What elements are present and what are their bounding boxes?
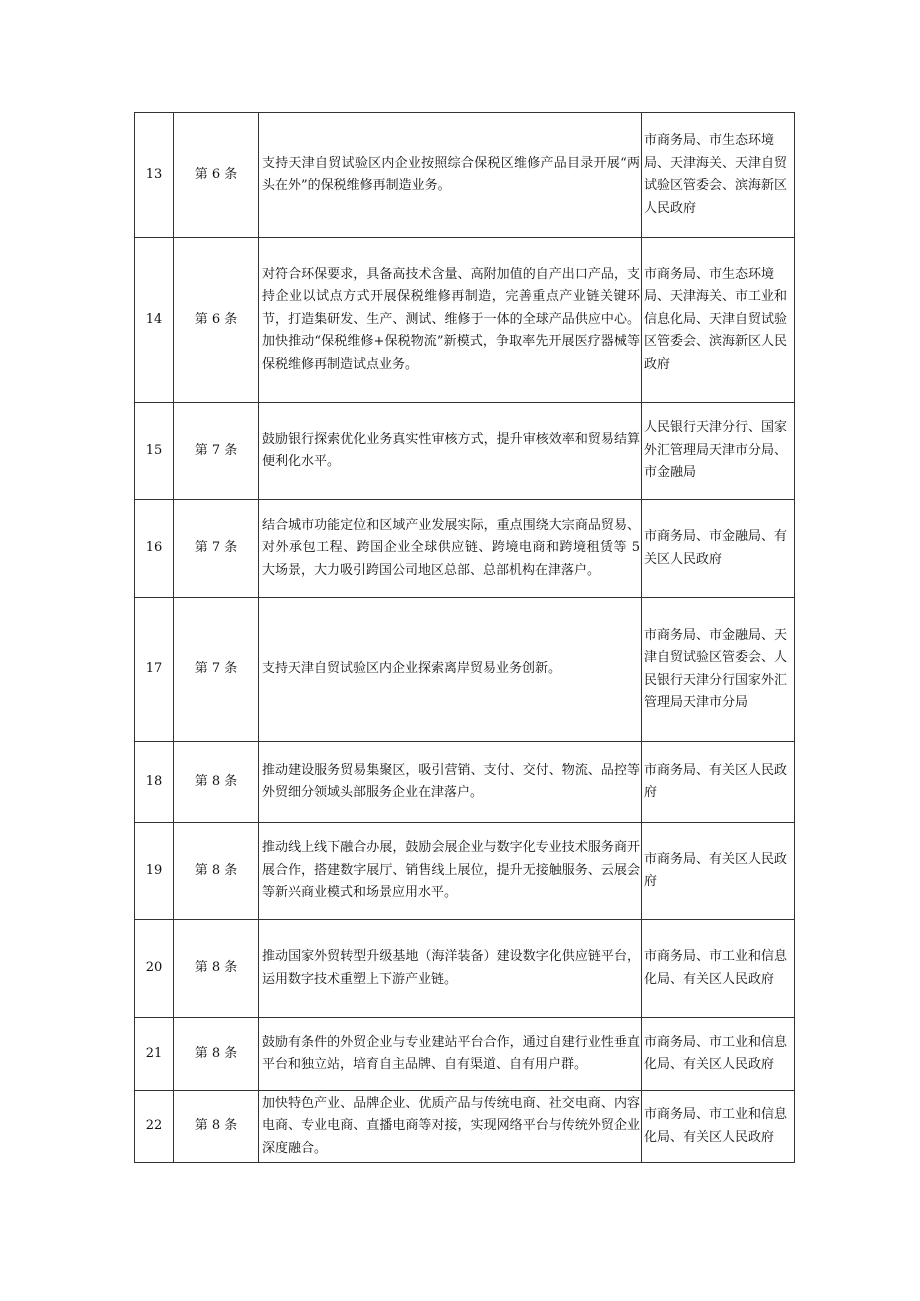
- policy-table: [134, 112, 795, 1163]
- article-ref: 第 7 条: [174, 500, 259, 598]
- table-row: [135, 238, 795, 403]
- row-number: 20: [135, 920, 174, 1018]
- measure-content: 推动线上线下融合办展，鼓励会展企业与数字化专业技术服务商开展合作，搭建数字展厅、销售线上展位，提升无接触服务、云展会等新兴商业模式和场景应用水平。: [259, 823, 642, 920]
- row-number: 16: [135, 500, 174, 598]
- measure-content: 推动国家外贸转型升级基地（海洋装备）建设数字化供应链平台，运用数字技术重塑上下游产业链。: [259, 920, 642, 1018]
- table-row: [135, 742, 795, 823]
- row-number: 15: [135, 403, 174, 500]
- measure-content: 鼓励有条件的外贸企业与专业建站平台合作，通过自建行业性垂直平台和独立站，培育自主品牌、自有渠道、自有用户群。: [259, 1018, 642, 1091]
- article-ref: 第 8 条: [174, 1018, 259, 1091]
- responsible-departments: 市商务局、市工业和信息化局、有关区人民政府: [642, 1018, 795, 1091]
- responsible-departments: 市商务局、市生态环境局、天津海关、天津自贸试验区管委会、滨海新区人民政府: [642, 113, 795, 238]
- table-row: [135, 403, 795, 500]
- measure-content: 鼓励银行探索优化业务真实性审核方式，提升审核效率和贸易结算便利化水平。: [259, 403, 642, 500]
- responsible-departments: 人民银行天津分行、国家外汇管理局天津市分局、市金融局: [642, 403, 795, 500]
- table-row: [135, 598, 795, 742]
- responsible-departments: 市商务局、有关区人民政府: [642, 742, 795, 823]
- row-number: 19: [135, 823, 174, 920]
- article-ref: 第 8 条: [174, 1091, 259, 1163]
- table-row: [135, 500, 795, 598]
- table-row: [135, 823, 795, 920]
- measure-content: 加快特色产业、品牌企业、优质产品与传统电商、社交电商、内容电商、专业电商、直播电商等对接，实现网络平台与传统外贸企业深度融合。: [259, 1091, 642, 1163]
- article-ref: 第 6 条: [174, 113, 259, 238]
- article-ref: 第 8 条: [174, 920, 259, 1018]
- measure-content: 推动建设服务贸易集聚区，吸引营销、支付、交付、物流、品控等外贸细分领域头部服务企业在津落户。: [259, 742, 642, 823]
- responsible-departments: 市商务局、有关区人民政府: [642, 823, 795, 920]
- measure-content: 支持天津自贸试验区内企业按照综合保税区维修产品目录开展“两头在外”的保税维修再制造业务。: [259, 113, 642, 238]
- row-number: 17: [135, 598, 174, 742]
- row-number: 21: [135, 1018, 174, 1091]
- responsible-departments: 市商务局、市生态环境局、天津海关、市工业和信息化局、天津自贸试验区管委会、滨海新区人民政府: [642, 238, 795, 403]
- article-ref: 第 7 条: [174, 403, 259, 500]
- article-ref: 第 6 条: [174, 238, 259, 403]
- responsible-departments: 市商务局、市工业和信息化局、有关区人民政府: [642, 920, 795, 1018]
- table-row: [135, 920, 795, 1018]
- measure-content: 支持天津自贸试验区内企业探索离岸贸易业务创新。: [259, 598, 642, 742]
- measure-content: 对符合环保要求，具备高技术含量、高附加值的自产出口产品，支持企业以试点方式开展保税维修再制造，完善重点产业链关键环节，打造集研发、生产、测试、维修于一体的全球产品供应中心。加快推动“保税维修+保税物流”新模式，争取率先开展医疗器械等保税维修再制造试点业务。: [259, 238, 642, 403]
- responsible-departments: 市商务局、市金融局、有关区人民政府: [642, 500, 795, 598]
- row-number: 13: [135, 113, 174, 238]
- article-ref: 第 7 条: [174, 598, 259, 742]
- table-row: [135, 1091, 795, 1163]
- article-ref: 第 8 条: [174, 823, 259, 920]
- table-row: [135, 113, 795, 238]
- responsible-departments: 市商务局、市工业和信息化局、有关区人民政府: [642, 1091, 795, 1163]
- row-number: 22: [135, 1091, 174, 1163]
- row-number: 14: [135, 238, 174, 403]
- table-row: [135, 1018, 795, 1091]
- article-ref: 第 8 条: [174, 742, 259, 823]
- row-number: 18: [135, 742, 174, 823]
- responsible-departments: 市商务局、市金融局、天津自贸试验区管委会、人民银行天津分行国家外汇管理局天津市分局: [642, 598, 795, 742]
- measure-content: 结合城市功能定位和区域产业发展实际，重点围绕大宗商品贸易、对外承包工程、跨国企业全球供应链、跨境电商和跨境租赁等 5 大场景，大力吸引跨国公司地区总部、总部机构在津落户。: [259, 500, 642, 598]
